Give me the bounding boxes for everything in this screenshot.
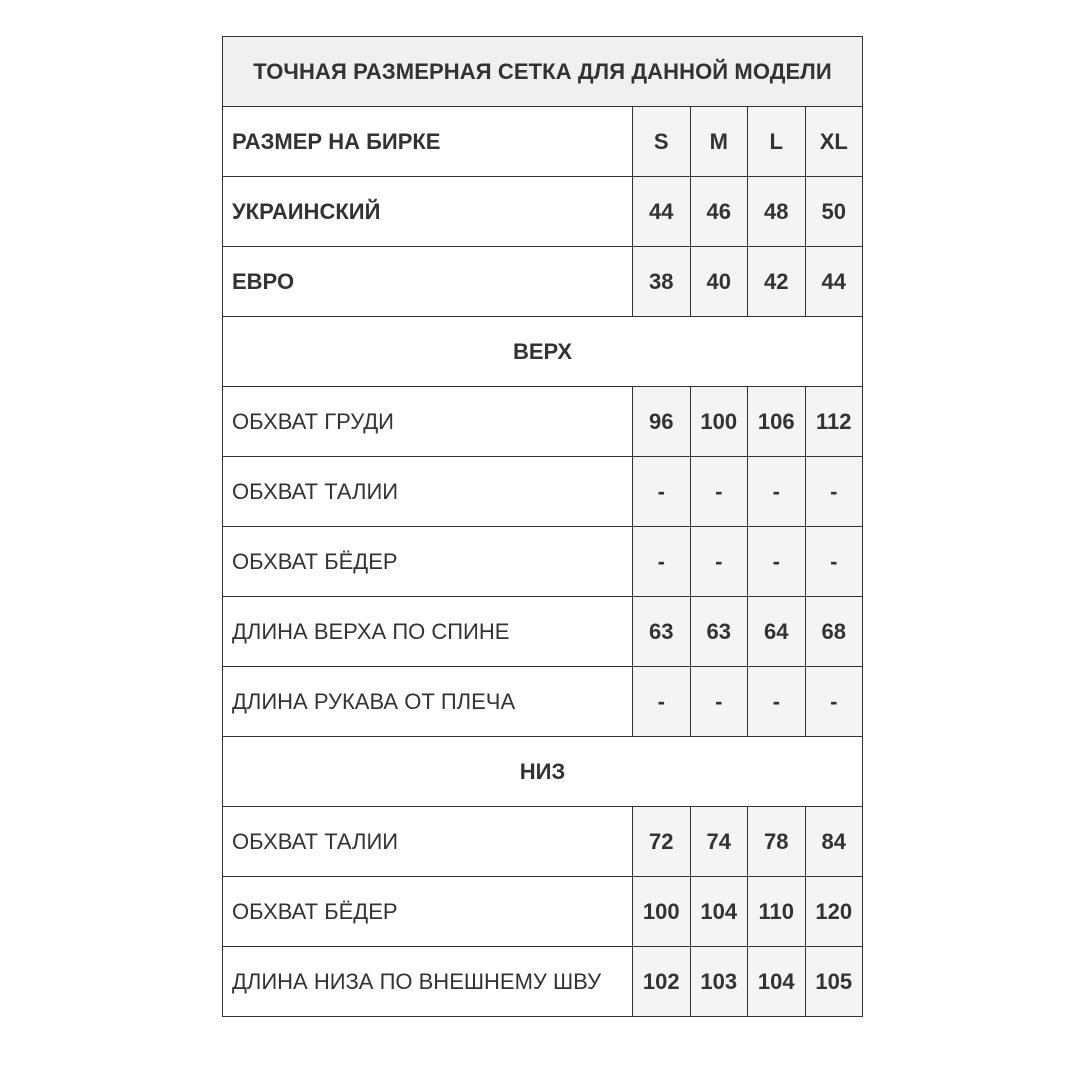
size-value: -: [633, 527, 691, 597]
size-value: 105: [805, 947, 863, 1017]
size-chart-table: [222, 36, 863, 1017]
table-row: [223, 457, 863, 527]
row-label: ОБХВАТ БЁДЕР: [223, 877, 633, 947]
row-label: ЕВРО: [223, 247, 633, 317]
size-value: 48: [748, 177, 806, 247]
size-value: 103: [690, 947, 748, 1017]
table-row: [223, 807, 863, 877]
row-label: УКРАИНСКИЙ: [223, 177, 633, 247]
size-value: -: [748, 457, 806, 527]
size-value: 104: [748, 947, 806, 1017]
size-value: 42: [748, 247, 806, 317]
size-value: -: [805, 667, 863, 737]
size-value: L: [748, 107, 806, 177]
size-value: XL: [805, 107, 863, 177]
size-value: 63: [633, 597, 691, 667]
size-value: 112: [805, 387, 863, 457]
size-value: 44: [633, 177, 691, 247]
size-value: 84: [805, 807, 863, 877]
size-value: 50: [805, 177, 863, 247]
size-value: 96: [633, 387, 691, 457]
table-row: [223, 177, 863, 247]
section-title: ВЕРХ: [223, 317, 863, 387]
size-value: 38: [633, 247, 691, 317]
row-label: ОБХВАТ ТАЛИИ: [223, 807, 633, 877]
size-value: -: [748, 527, 806, 597]
table-row: [223, 387, 863, 457]
size-value: -: [690, 457, 748, 527]
row-label: ДЛИНА НИЗА ПО ВНЕШНЕМУ ШВУ: [223, 947, 633, 1017]
size-value: 78: [748, 807, 806, 877]
section-title: НИЗ: [223, 737, 863, 807]
size-value: 44: [805, 247, 863, 317]
table-row: [223, 597, 863, 667]
size-value: -: [633, 667, 691, 737]
size-value: M: [690, 107, 748, 177]
size-value: 63: [690, 597, 748, 667]
size-value: 68: [805, 597, 863, 667]
size-value: 110: [748, 877, 806, 947]
row-label: ОБХВАТ ГРУДИ: [223, 387, 633, 457]
row-label: ОБХВАТ БЁДЕР: [223, 527, 633, 597]
table-row: [223, 877, 863, 947]
size-value: S: [633, 107, 691, 177]
size-value: 120: [805, 877, 863, 947]
size-value: 102: [633, 947, 691, 1017]
size-value: -: [805, 457, 863, 527]
row-label: ДЛИНА РУКАВА ОТ ПЛЕЧА: [223, 667, 633, 737]
section-row: [223, 317, 863, 387]
table-row: [223, 947, 863, 1017]
size-value: 46: [690, 177, 748, 247]
row-label: РАЗМЕР НА БИРКЕ: [223, 107, 633, 177]
size-value: 74: [690, 807, 748, 877]
section-row: [223, 737, 863, 807]
size-value: 104: [690, 877, 748, 947]
size-value: 72: [633, 807, 691, 877]
size-value: 100: [690, 387, 748, 457]
table-row: [223, 107, 863, 177]
row-label: ДЛИНА ВЕРХА ПО СПИНЕ: [223, 597, 633, 667]
table-row: [223, 667, 863, 737]
title-row: [223, 37, 863, 107]
size-value: -: [805, 527, 863, 597]
size-value: 64: [748, 597, 806, 667]
size-value: -: [633, 457, 691, 527]
size-value: -: [690, 527, 748, 597]
table-title: ТОЧНАЯ РАЗМЕРНАЯ СЕТКА ДЛЯ ДАННОЙ МОДЕЛИ: [223, 37, 863, 107]
size-value: 40: [690, 247, 748, 317]
size-value: 100: [633, 877, 691, 947]
size-value: -: [690, 667, 748, 737]
table-row: [223, 247, 863, 317]
size-value: -: [748, 667, 806, 737]
table-row: [223, 527, 863, 597]
size-value: 106: [748, 387, 806, 457]
row-label: ОБХВАТ ТАЛИИ: [223, 457, 633, 527]
